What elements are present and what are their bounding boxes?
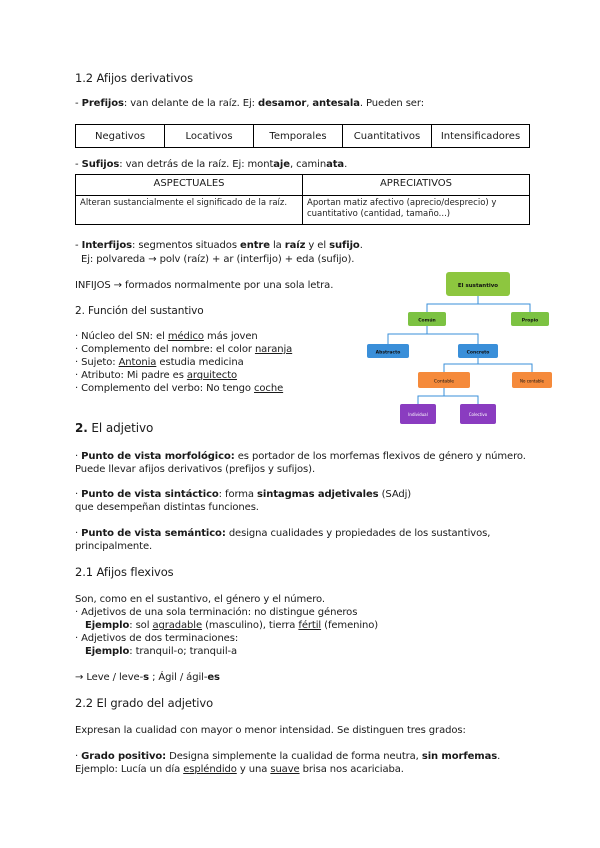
prefijos-line: - Prefijos: van delante de la raíz. Ej: desamor, antesala. Pueden ser: (75, 98, 424, 109)
interfijos-example: Ej: polvareda → polv (raíz) + ar (interfijo) + eda (sufijo). (81, 254, 355, 265)
prefix-type-cell: Intensificadores (432, 125, 530, 148)
interfijos-line: - Interfijos: segmentos situados entre la raíz y el sufijo. (75, 240, 363, 251)
prefix-type-cell: Negativos (76, 125, 165, 148)
funcion-item: · Sujeto: Antonia estudia medicina (75, 357, 244, 368)
node-concreto (458, 344, 498, 358)
sufijos-line: - Sufijos: van detrás de la raíz. Ej: montaje, caminata. (75, 159, 348, 170)
prefix-type-cell: Locativos (165, 125, 254, 148)
semantico-line-2: principalmente. (75, 541, 153, 552)
node-no-contable-label: No contable (519, 378, 545, 384)
sintactico-line-1: · Punto de vista sintáctico: forma sintagmas adjetivales (SAdj) (75, 489, 412, 500)
node-propio (511, 312, 549, 326)
flexivos-arrow-line: → Leve / leve-s ; Ágil / ágil-es (75, 672, 220, 683)
node-colectivo-label: Colectivo (468, 412, 488, 417)
funcion-item: · Núcleo del SN: el médico más joven (75, 331, 258, 342)
flexivos-example: Ejemplo: sol agradable (masculino), tierra fértil (femenino) (85, 620, 379, 631)
flexivos-example: Ejemplo: tranquil-o; tranquil-a (85, 646, 238, 657)
infijos-line: INFIJOS → formados normalmente por una sola letra. (75, 280, 334, 291)
node-comun (408, 312, 446, 326)
grado-intro: Expresan la cualidad con mayor o menor intensidad. Se distinguen tres grados: (75, 725, 466, 736)
funcion-item: · Atributo: Mi padre es arquitecto (75, 370, 238, 381)
node-comun-label: Común (418, 318, 436, 324)
node-individual (400, 404, 436, 424)
grado-positivo-example: Ejemplo: Lucía un día espléndido y una suave brisa nos acariciaba. (75, 764, 404, 775)
grado-positivo-line: · Grado positivo: Designa simplemente la cualidad de forma neutra, sin morfemas. (75, 751, 501, 762)
node-concreto-label: Concreto (466, 350, 490, 356)
prefix-type-cell: Cuantitativos (343, 125, 432, 148)
heading-afijos-flexivos: 2.1 Afijos flexivos (75, 565, 174, 579)
heading-el-adjetivo: 2. El adjetivo (75, 421, 154, 435)
node-no-contable (512, 372, 552, 388)
node-propio-label: Propio (521, 318, 539, 324)
node-individual-label: Individual (408, 412, 428, 417)
heading-afijos-derivativos: 1.2 Afijos derivativos (75, 71, 194, 85)
aspectuales-header: ASPECTUALES (76, 175, 303, 196)
funcion-item: · Complemento del verbo: No tengo coche (75, 383, 284, 394)
morfologico-line-1: · Punto de vista morfológico: es portador de los morfemas flexivos de género y número. (75, 451, 526, 462)
apreciativos-header: APRECIATIVOS (303, 175, 530, 196)
node-contable-label: Contable (433, 379, 455, 385)
node-contable (418, 372, 470, 388)
node-abstracto (367, 344, 409, 358)
prefix-types-table (75, 124, 530, 148)
node-root-label: El sustantivo (457, 283, 499, 289)
heading-funcion-sustantivo: 2. Función del sustantivo (75, 305, 204, 317)
sintactico-line-2: que desempeñan distintas funciones. (75, 502, 259, 513)
prefix-type-cell: Temporales (254, 125, 343, 148)
node-colectivo (460, 404, 496, 424)
aspectuales-description: Alteran sustancialmente el significado de la raíz. (76, 196, 303, 225)
flexivos-line: Son, como en el sustantivo, el género y el número. (75, 594, 325, 605)
node-root (446, 272, 510, 296)
semantico-line-1: · Punto de vista semántico: designa cualidades y propiedades de los sustantivos, (75, 528, 491, 539)
morfologico-line-2: Puede llevar afijos derivativos (prefijos y sufijos). (75, 464, 316, 475)
flexivos-line: · Adjetivos de dos terminaciones: (75, 633, 239, 644)
node-abstracto-label: Abstracto (375, 350, 401, 356)
suffix-types-table (75, 174, 530, 225)
funcion-item: · Complemento del nombre: el color naranja (75, 344, 293, 355)
apreciativos-description: Aportan matiz afectivo (aprecio/desprecio) y cuantitativo (cantidad, tamaño...) (303, 196, 530, 225)
heading-grado-adjetivo: 2.2 El grado del adjetivo (75, 696, 214, 710)
flexivos-line: · Adjetivos de una sola terminación: no distingue géneros (75, 607, 358, 618)
sustantivo-diagram (360, 268, 560, 428)
